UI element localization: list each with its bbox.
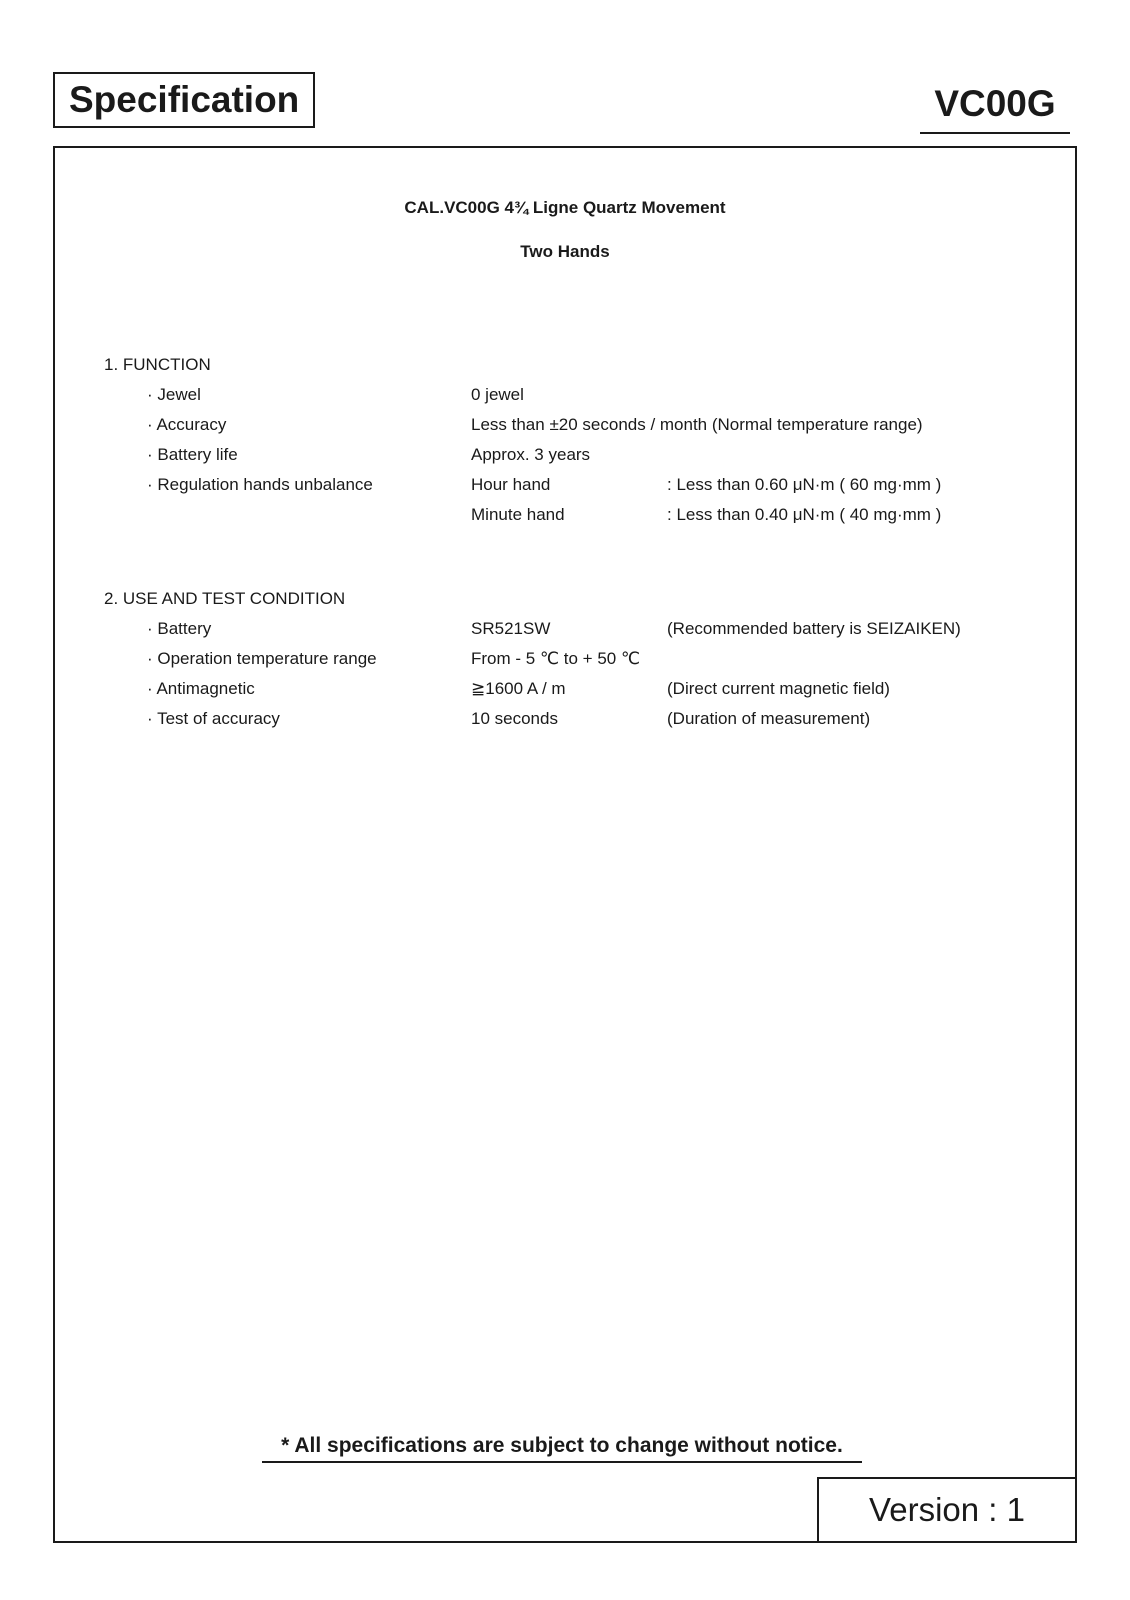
spec-value: Approx. 3 years: [471, 445, 591, 464]
spec-label-text: [104, 500, 471, 530]
section-heading: 1. FUNCTION: [104, 355, 211, 374]
spec-row: [104, 704, 961, 734]
spec-label-text: · Antimagnetic: [147, 679, 255, 698]
spec-label-text: · Battery life: [147, 445, 238, 464]
spec-row: [104, 614, 961, 644]
model-code: VC00G: [920, 82, 1070, 134]
spec-row: [104, 440, 941, 470]
spec-label-text: · Accuracy: [147, 415, 227, 434]
version-box: Version : 1: [817, 1477, 1077, 1543]
spec-row: [104, 500, 941, 530]
spec-row: [104, 410, 941, 440]
spec-frame: [53, 146, 1077, 1543]
section-function: [104, 350, 941, 530]
spec-value: Hour hand: [471, 475, 551, 494]
spec-value: Less than ±20 seconds / month (Normal temperature range): [471, 415, 923, 434]
spec-value: ≧1600 A / m: [471, 679, 566, 698]
spec-value-detail: : Less than 0.40 μN·m ( 40 mg·mm ): [667, 505, 942, 524]
spec-value-detail: : Less than 0.60 μN·m ( 60 mg·mm ): [667, 475, 942, 494]
spec-label-text: · Jewel: [147, 385, 201, 404]
spec-value: 0 jewel: [471, 385, 524, 404]
spec-value: From - 5 ℃ to + 50 ℃: [471, 649, 641, 668]
disclaimer-notice: * All specifications are subject to change without notice.: [262, 1431, 862, 1463]
spec-row: [104, 644, 961, 674]
spec-value-detail: (Duration of measurement): [667, 709, 871, 728]
document-title: CAL.VC00G 4¾ Ligne Quartz Movement: [404, 198, 726, 217]
spec-row: [104, 380, 941, 410]
spec-value-detail: (Direct current magnetic field): [667, 679, 890, 698]
spec-row: [104, 674, 961, 704]
section-heading: 2. USE AND TEST CONDITION: [104, 589, 346, 608]
spec-label-text: · Test of accuracy: [147, 709, 280, 728]
spec-value: Minute hand: [471, 505, 565, 524]
spec-value: SR521SW: [471, 619, 551, 638]
spec-label-text: · Battery: [147, 619, 212, 638]
section-use-and-test: [104, 584, 961, 734]
spec-label: Specification: [53, 72, 315, 128]
spec-label-text: · Operation temperature range: [147, 649, 377, 668]
spec-row: [104, 470, 941, 500]
spec-label-text: · Regulation hands unbalance: [147, 475, 373, 494]
spec-value: 10 seconds: [471, 709, 558, 728]
spec-value-detail: (Recommended battery is SEIZAIKEN): [667, 619, 961, 638]
document-subtitle: Two Hands: [520, 242, 610, 261]
